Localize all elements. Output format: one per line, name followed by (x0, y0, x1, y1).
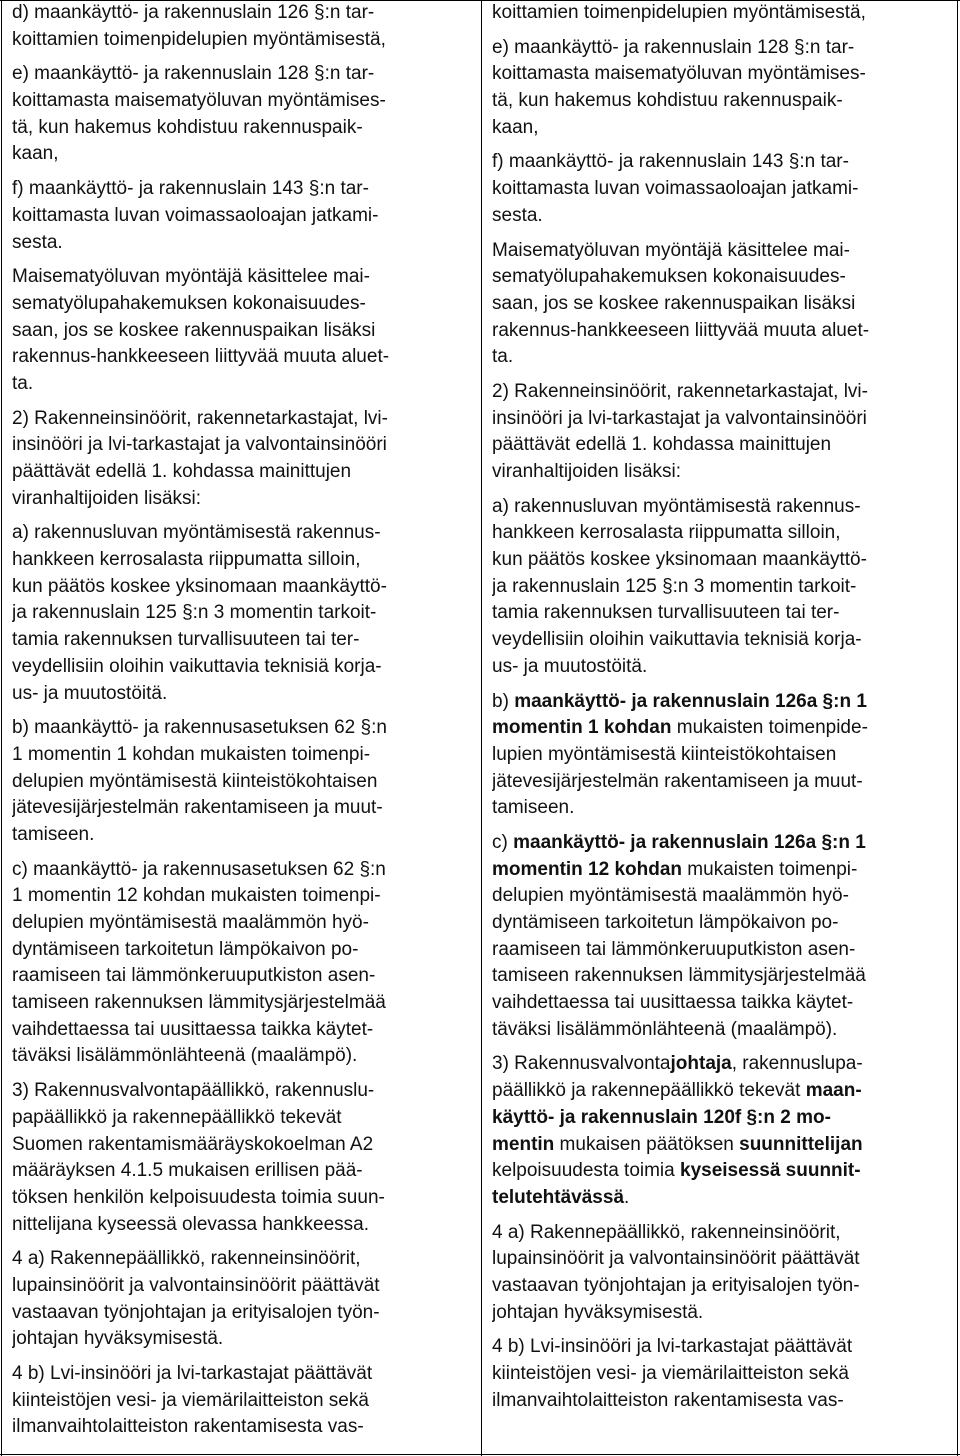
text-line: tä, kun hakemus kohdistuu rakennuspaik- (492, 90, 843, 112)
text-line: ilmanvaihtolaitteiston rakentamisesta vas- (492, 1389, 844, 1411)
left-paragraph (12, 61, 476, 168)
text-line: vastaavan työnjohtajan ja erityisalojen työn- (12, 1301, 380, 1323)
text-line: rakennus-hankkeeseen liittyvää muuta aluet- (12, 346, 390, 368)
text-line: raamiseen tai lämmönkeruuputkiston asen- (492, 938, 856, 960)
text-line: us- ja muutostöitä. (12, 682, 168, 704)
text-line: lupien myöntämisestä kiinteistökohtaisen (492, 743, 837, 765)
text-line: delupien myöntämisestä maalämmön hyö- (492, 885, 849, 907)
text-line: tamiseen. (12, 823, 95, 845)
bold-run: maan- (805, 1080, 862, 1102)
text-line: veydellisiin oloihin vaikuttavia teknisiä korja- (12, 655, 382, 677)
bold-run: käyttö- ja rakennuslain 120f §:n 2 mo- (492, 1106, 831, 1128)
text-line: ilmanvaihtolaitteiston rakentamisesta vas- (12, 1416, 364, 1438)
paragraph-gap (12, 53, 476, 61)
text-line: e) maankäyttö- ja rakennuslain 128 §:n tar- (492, 36, 855, 58)
right-column-text (492, 0, 954, 1456)
text-line: e) maankäyttö- ja rakennuslain 128 §:n tar- (12, 63, 375, 85)
paragraph-gap (492, 486, 954, 494)
text-line: jätevesijärjestelmän rakentamiseen ja muut- (492, 770, 863, 792)
paragraph-gap (492, 371, 954, 379)
text-line: f) maankäyttö- ja rakennuslain 143 §:n tar- (492, 151, 849, 173)
table-border-right (957, 0, 958, 1456)
text-line: viranhaltijoiden lisäksi: (492, 461, 682, 482)
text-line: kiinteistöjen vesi- ja viemärilaitteiston sekä (12, 1389, 369, 1411)
paragraph-gap (492, 1043, 954, 1051)
text-line: d) maankäyttö- ja rakennuslain 126 §:n tar- (12, 2, 375, 23)
text-line: kun päätös koskee yksinomaan maankäyttö- (12, 575, 387, 597)
text-line: 1 momentin 1 kohdan mukaisten toimenpi- (12, 743, 371, 765)
text-line: momentin 1 kohdan mukaisten toimenpide- (492, 717, 868, 739)
column-divider (481, 0, 482, 1456)
text-line: b) maankäyttö- ja rakennusasetuksen 62 §:n (12, 717, 387, 739)
text-line: rakennus-hankkeeseen liittyvää muuta aluet- (492, 319, 870, 341)
text-line: mentin mukaisen päätöksen suunnittelijan (492, 1133, 863, 1155)
right-paragraph (492, 1220, 954, 1327)
paragraph-gap (492, 27, 954, 35)
text-line: saan, jos se koskee rakennuspaikan lisäksi (12, 319, 376, 341)
paragraph-gap (12, 849, 476, 857)
text-line: päättävät edellä 1. kohdassa mainittujen (12, 461, 352, 482)
left-column-text (12, 0, 476, 1456)
bold-run: maankäyttö- ja rakennuslain 126a §:n 1 (513, 831, 866, 853)
text-line: ta. (492, 346, 514, 368)
left-paragraph (12, 264, 476, 397)
text-line: töksen henkilön kelpoisuudesta toimia suun- (12, 1186, 385, 1208)
text-line: raamiseen tai lämmönkeruuputkiston asen- (12, 965, 376, 987)
text-line: vastaavan työnjohtajan ja erityisalojen työn- (492, 1274, 860, 1296)
bold-run: kyseisessä suunnit- (680, 1160, 861, 1182)
text-line: telutehtävässä. (492, 1186, 630, 1208)
text-line: lupainsinöörit ja valvontainsinöörit päättävät (12, 1274, 380, 1296)
text-line: 4 b) Lvi-insinööri ja lvi-tarkastajat päättävät (492, 1336, 853, 1358)
left-paragraph (12, 1078, 476, 1238)
text-line: tamiseen rakennuksen lämmitysjärjestelmää (492, 965, 866, 987)
text-line: dyntämiseen tarkoitetun lämpökaivon po- (12, 938, 359, 960)
text-line: johtajan hyväksymisestä. (492, 1301, 704, 1323)
text-line: tamiseen. (492, 797, 575, 819)
text-line: Suomen rakentamismääräyskokoelman A2 (12, 1133, 374, 1155)
paragraph-gap (12, 707, 476, 715)
text-line: hankkeen kerrosalasta riippumatta silloin, (492, 522, 841, 544)
right-paragraph (492, 238, 954, 371)
right-paragraph (492, 1051, 954, 1211)
text-line: momentin 12 kohdan mukaisten toimenpi- (492, 858, 858, 880)
text-line: b) maankäyttö- ja rakennuslain 126a §:n 1 (492, 690, 867, 712)
text-line: 4 a) Rakennepäällikkö, rakenneinsinöörit, (12, 1248, 361, 1270)
text-line: lupainsinöörit ja valvontainsinöörit päättävät (492, 1248, 860, 1270)
text-line: 2) Rakenneinsinöörit, rakennetarkastajat, lvi- (12, 407, 388, 429)
left-paragraph (12, 1246, 476, 1353)
text-line: kaan, (12, 143, 59, 165)
left-paragraph (12, 176, 476, 256)
right-paragraph (492, 689, 954, 822)
text-line: tamia rakennuksen turvallisuuteen tai ter- (12, 629, 360, 651)
text-line: 1 momentin 12 kohdan mukaisten toimenpi- (12, 885, 381, 907)
paragraph-gap (12, 1353, 476, 1361)
text-line: vaihdettaessa tai uusittaessa taikka käytet- (12, 1018, 374, 1040)
left-paragraph (12, 1361, 476, 1441)
bold-run: momentin 12 kohdan (492, 858, 683, 880)
text-line: 2) Rakenneinsinöörit, rakennetarkastajat, lvi- (492, 380, 868, 402)
text-line: c) maankäyttö- ja rakennuslain 126a §:n 1 (492, 831, 866, 853)
text-line: 3) Rakennusvalvontapäällikkö, rakennuslu- (12, 1080, 375, 1102)
text-line: a) rakennusluvan myöntämisestä rakennus- (492, 495, 861, 517)
text-line: ja rakennuslain 125 §:n 3 momentin tarkoit- (12, 602, 377, 624)
text-line: johtajan hyväksymisestä. (12, 1328, 224, 1350)
text-line: sesta. (12, 231, 63, 253)
bold-run: telutehtävässä (492, 1186, 625, 1208)
text-line: kun päätös koskee yksinomaan maankäyttö- (492, 549, 867, 571)
text-line: dyntämiseen tarkoitetun lämpökaivon po- (492, 912, 839, 933)
paragraph-gap (492, 141, 954, 149)
text-line (492, 1105, 954, 1132)
text-line: sematyölupahakemuksen kokonaisuudes- (492, 266, 846, 288)
text-line: koittamien toimenpidelupien myöntämisestä, (12, 28, 386, 50)
right-paragraph (492, 0, 954, 27)
right-paragraph (492, 379, 954, 486)
bold-run: momentin 1 kohdan (492, 717, 672, 739)
text-line: koittamasta maisematyöluvan myöntämises- (12, 90, 386, 112)
paragraph-gap (12, 398, 476, 406)
text-line: Maisematyöluvan myöntäjä käsittelee mai- (12, 266, 370, 288)
text-line: täväksi lisälämmönlähteenä (maalämpö). (492, 1018, 838, 1040)
text-line: sesta. (492, 204, 543, 226)
text-line: koittamasta luvan voimassaoloajan jatkami- (12, 204, 379, 226)
paragraph-gap (12, 256, 476, 264)
text-line: a) rakennusluvan myöntämisestä rakennus- (12, 522, 381, 544)
paragraph-gap (492, 1326, 954, 1334)
text-line: koittamien toimenpidelupien myöntämisestä, (492, 2, 866, 23)
left-paragraph (12, 406, 476, 513)
right-paragraph (492, 149, 954, 229)
text-line: tamia rakennuksen turvallisuuteen tai ter- (492, 602, 840, 624)
text-line: insinööri ja lvi-tarkastajat ja valvontainsinööri (12, 434, 387, 456)
text-line: f) maankäyttö- ja rakennuslain 143 §:n tar- (12, 178, 369, 200)
text-line: tä, kun hakemus kohdistuu rakennuspaik- (12, 116, 363, 138)
text-line: päättävät edellä 1. kohdassa mainittujen (492, 434, 832, 456)
text-line: ta. (12, 372, 34, 394)
text-line: kaan, (492, 116, 539, 138)
text-line: nittelijana kyseessä olevassa hankkeessa. (12, 1213, 369, 1235)
text-line: insinööri ja lvi-tarkastajat ja valvontainsinööri (492, 407, 867, 429)
text-line: c) maankäyttö- ja rakennusasetuksen 62 §:n (12, 858, 386, 880)
table-border-left (1, 0, 2, 1456)
text-line: koittamasta maisematyöluvan myöntämises- (492, 63, 866, 85)
text-line: delupien myöntämisestä maalämmön hyö- (12, 912, 369, 933)
left-paragraph (12, 715, 476, 848)
right-paragraph (492, 35, 954, 142)
text-line: papäällikkö ja rakennepäällikkö tekevät (12, 1106, 342, 1128)
text-line: veydellisiin oloihin vaikuttavia teknisiä korja- (492, 629, 862, 651)
bold-run: mentin (492, 1133, 555, 1155)
paragraph-gap (492, 1212, 954, 1220)
paragraph-gap (12, 1238, 476, 1246)
paragraph-gap (12, 168, 476, 176)
text-line: tamiseen rakennuksen lämmitysjärjestelmää (12, 992, 386, 1014)
bold-run: johtaja (670, 1053, 732, 1075)
paragraph-gap (12, 512, 476, 520)
text-line: us- ja muutostöitä. (492, 655, 648, 677)
right-paragraph (492, 830, 954, 1044)
text-line: hankkeen kerrosalasta riippumatta silloin, (12, 549, 361, 571)
text-line: päällikkö ja rakennepäällikkö tekevät maan- (492, 1080, 862, 1102)
text-line: vaihdettaessa tai uusittaessa taikka käytet- (492, 992, 854, 1014)
left-paragraph (12, 0, 476, 53)
text-line: täväksi lisälämmönlähteenä (maalämpö). (12, 1045, 358, 1067)
text-line: delupien myöntämisestä kiinteistökohtaisen (12, 770, 378, 792)
paragraph-gap (12, 1070, 476, 1078)
text-line: 4 b) Lvi-insinööri ja lvi-tarkastajat päättävät (12, 1363, 373, 1384)
paragraph-gap (492, 230, 954, 238)
right-paragraph (492, 494, 954, 681)
text-line: 3) Rakennusvalvontajohtaja, rakennuslupa- (492, 1053, 863, 1075)
left-paragraph (12, 520, 476, 707)
text-line: kiinteistöjen vesi- ja viemärilaitteiston sekä (492, 1363, 849, 1384)
bold-run: suunnittelijan (739, 1133, 863, 1155)
text-line: Maisematyöluvan myöntäjä käsittelee mai- (492, 239, 850, 261)
text-line: sematyölupahakemuksen kokonaisuudes- (12, 292, 366, 314)
bold-run: maankäyttö- ja rakennuslain 126a §:n 1 (514, 690, 867, 712)
text-line: koittamasta luvan voimassaoloajan jatkami- (492, 178, 859, 200)
left-paragraph (12, 857, 476, 1071)
text-line: saan, jos se koskee rakennuspaikan lisäksi (492, 292, 856, 314)
text-line: määräyksen 4.1.5 mukaisen erillisen pää- (12, 1160, 363, 1182)
text-line: kelpoisuudesta toimia kyseisessä suunnit- (492, 1160, 861, 1182)
paragraph-gap (492, 681, 954, 689)
text-line: 4 a) Rakennepäällikkö, rakenneinsinöörit, (492, 1221, 841, 1243)
text-line: viranhaltijoiden lisäksi: (12, 487, 202, 509)
text-line: jätevesijärjestelmän rakentamiseen ja muut- (12, 797, 383, 819)
text-line: ja rakennuslain 125 §:n 3 momentin tarkoit- (492, 575, 857, 597)
right-paragraph (492, 1334, 954, 1414)
paragraph-gap (492, 822, 954, 830)
